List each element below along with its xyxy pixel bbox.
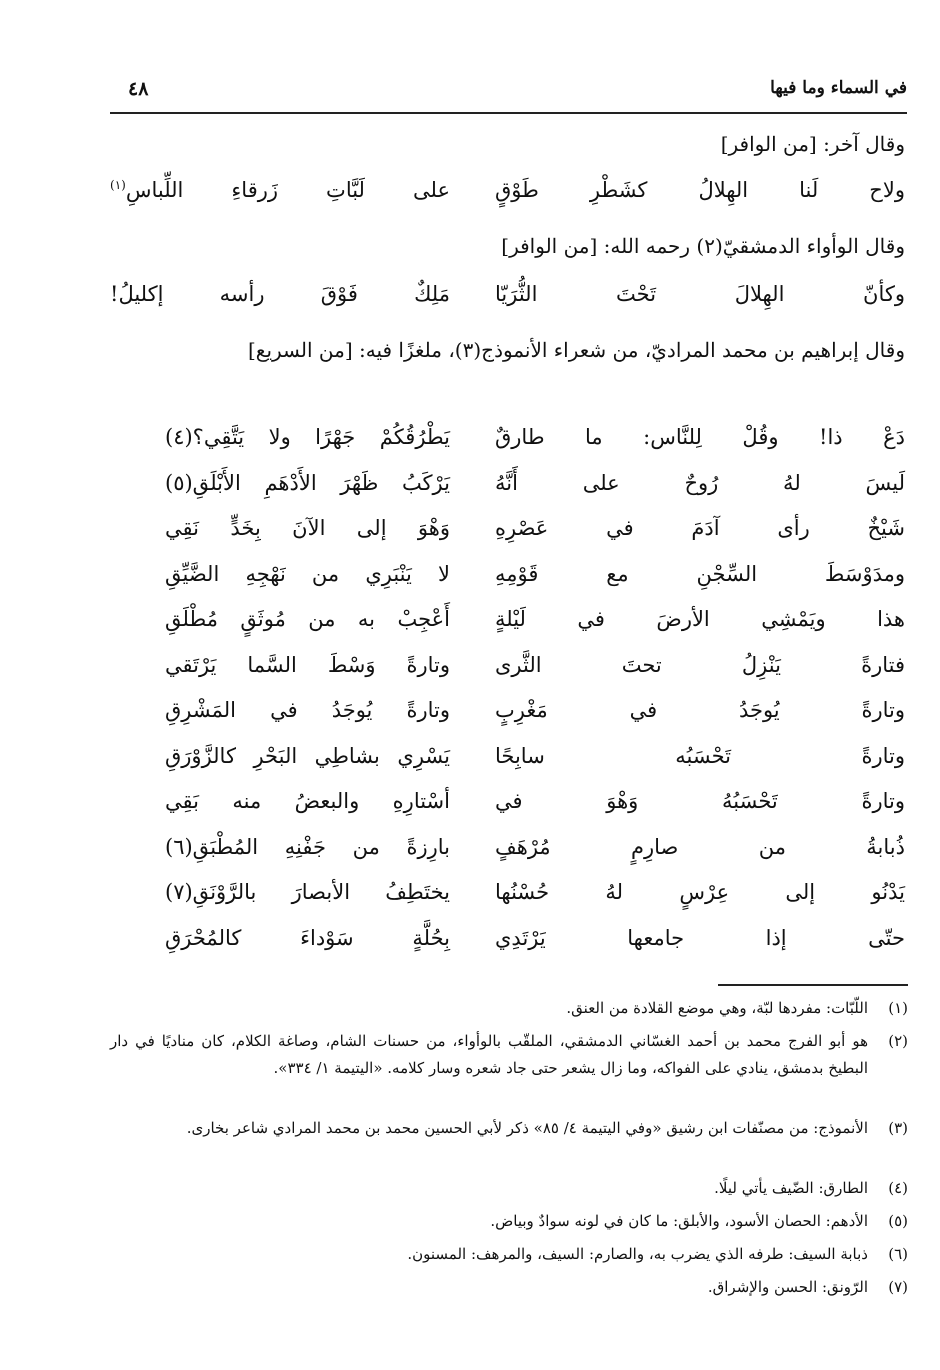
hemistich-second: وتارةً وَسْطَ السَّما يَرْتَقي [165,652,450,677]
footnote [110,1175,908,1202]
verse [110,282,905,322]
hemistich-first: ولاح لَنا الهِلالُ كشَطْرِ طَوْقٍ [495,178,905,202]
footnote-text: الأدهم: الحصان الأسود، والأبلق: ما كان في لونه سوادٌ وبياض. [490,1212,868,1230]
hemistich-first: لَيسَ لهُ رُوحٌ على أَنَّهُ [495,470,905,495]
footnote-rule [718,984,908,986]
hemistich-second: يَرْكَبُ ظَهْرَ الأَدْهَمِ الأَبْلَقِ(٥) [165,470,450,495]
intro-paragraph: وقال إبراهيم بن محمد المراديّ، من شعراء الأنموذج(٣)، ملغزًا فيه: [من السريع] [248,338,905,362]
hemistich-second: مَلِكٌ فَوْقَ رأسه إكليلُ! [110,282,450,306]
hemistich-second: يختَطِفُ الأبصارَ بالرَّوْنَقِ(٧) [165,880,450,904]
hemistich-second: أَعْجِبْ به من مُوثَقٍ مُطْلَقِ [165,607,450,631]
verse [110,789,905,829]
hemistich-second: بِحُلَّةٍ سَوْداءَ كالمُحْرَقِ [165,925,450,950]
verse [110,880,905,920]
hemistich-first: حتّى إذا جامعها يَرْتَدِي [495,925,905,950]
hemistich-first: هذا ويَمْشِي الأرضَ في لَيْلةٍ [495,607,905,631]
verse [110,698,905,738]
footnote [110,1115,908,1142]
intro-line: وقال آخر: [من الوافر] [720,132,905,156]
footnote-text: هو أبو الفرج محمد بن أحمد الغسّاني الدمشقي، الملقّب بالوأواء، من حسنات الشام، وصاغة الكلام، كان مناديًا في دار البطيخ بدمشق، ينادي على الفواكه، وما زال يشعر حتى جاد شعره وسار كلامه. «اليتيمة ١/ ٣٣٤». [110,1032,868,1077]
hemistich-second: أسْتارِهِ والبعضُ منه بَقِي [165,789,450,813]
verse [110,425,905,465]
hemistich-first: يَدْنُو إلى عِرْسٍ لهُ حُسْنُها [495,880,905,904]
footnote [110,1241,908,1268]
hemistich-first: دَعْ ذا! وقُلْ لِلنَّاس: ما طارقٌ [495,425,905,449]
page-number: ٤٨ [128,78,149,100]
footnote-text: الطارق: الضّيف يأتي ليلًا. [714,1179,868,1197]
footnote-number: (٧) [888,1278,908,1296]
hemistich-second: وَهْوَ إلى الآنَ بِخَدٍّ نَقِي [165,516,450,540]
footnote-number: (١) [888,999,908,1017]
hemistich-second: يَطْرُقُكُمْ جَهْرًا ولا يَتَّقِي؟(٤) [165,425,450,449]
hemistich-first: شَيْخٌ رأى آدَمَ في عَصْرِهِ [495,516,905,540]
footnote [110,1274,908,1301]
verse [110,653,905,693]
verse [110,835,905,875]
footnote-number: (٦) [888,1245,908,1263]
footnote-text: اللّبّات: مفردها لبّة، وهي موضع القلادة من العنق. [566,999,868,1017]
verse [110,471,905,511]
verse [110,516,905,556]
footnote [110,995,908,1022]
verse [110,178,905,218]
hemistich-second: بارِزةً من جَفْنِهِ المُطْبَقِ(٦) [165,834,450,859]
hemistich-second: وتارةً يُوجَدُ في المَشْرِقِ [165,698,450,722]
verse [110,562,905,602]
footnote-number: (٢) [888,1032,908,1050]
intro-line: وقال الوأواء الدمشقيّ(٢) رحمه الله: [من الوافر] [501,234,905,258]
header-rule [110,112,907,114]
hemistich-first: وكأنّ الهِلالَ تَحْتَ الثُّرَيّا [495,282,905,306]
footnote-number: (٤) [888,1179,908,1197]
running-header [110,78,907,108]
footnote [110,1028,908,1082]
hemistich-first: ذُبابةُ من صارِمٍ مُرْهَفٍ [495,834,905,859]
footnote-text: الرّونق: الحسن والإشراق. [707,1278,868,1296]
hemistich-first: فتارةً يَنْزِلُ تحتَ الثَّرى [495,652,905,677]
hemistich-first: ومدَوْسَطَ السِّجْنِ مع قَوْمِهِ [495,561,905,586]
footnote-number: (٥) [888,1212,908,1230]
footnote-number: (٣) [888,1119,908,1137]
footnote-text: ذبابة السيف: طرفه الذي يضرب به، والصارم: السيف، والمرهف: المسنون. [407,1245,868,1263]
footnote [110,1208,908,1235]
verse [110,744,905,784]
hemistich-first: وتارةً يُوجَدُ في مَغْرِبٍ [495,698,905,722]
verse [110,926,905,966]
hemistich-second: لا يَنْبَرِي من نَهْجِهِ الضَّيِّقِ [165,561,450,586]
verse [110,607,905,647]
footnote-text: الأنموذج: من مصنّفات ابن رشيق «وفي اليتيمة ٤/ ٨٥» ذكر لأبي الحسين محمد بن محمد المرادي شاعر بخارى. [186,1119,868,1137]
hemistich-first: وتارةً تَحْسَبُهُ وَهْوَ في [495,789,905,813]
hemistich-first: وتارةً تَحْسَبُه سابِحًا [495,743,905,768]
chapter-title: في السماء وما فيها [770,78,907,98]
hemistich-second: يَسْرِي بشاطِي البَحْرِ كالزَّوْرَقِ [165,743,450,768]
hemistich-second: على لَبَّاتِ زَرقاءِ اللِّباسِ$^{(١)}$ [110,178,450,202]
